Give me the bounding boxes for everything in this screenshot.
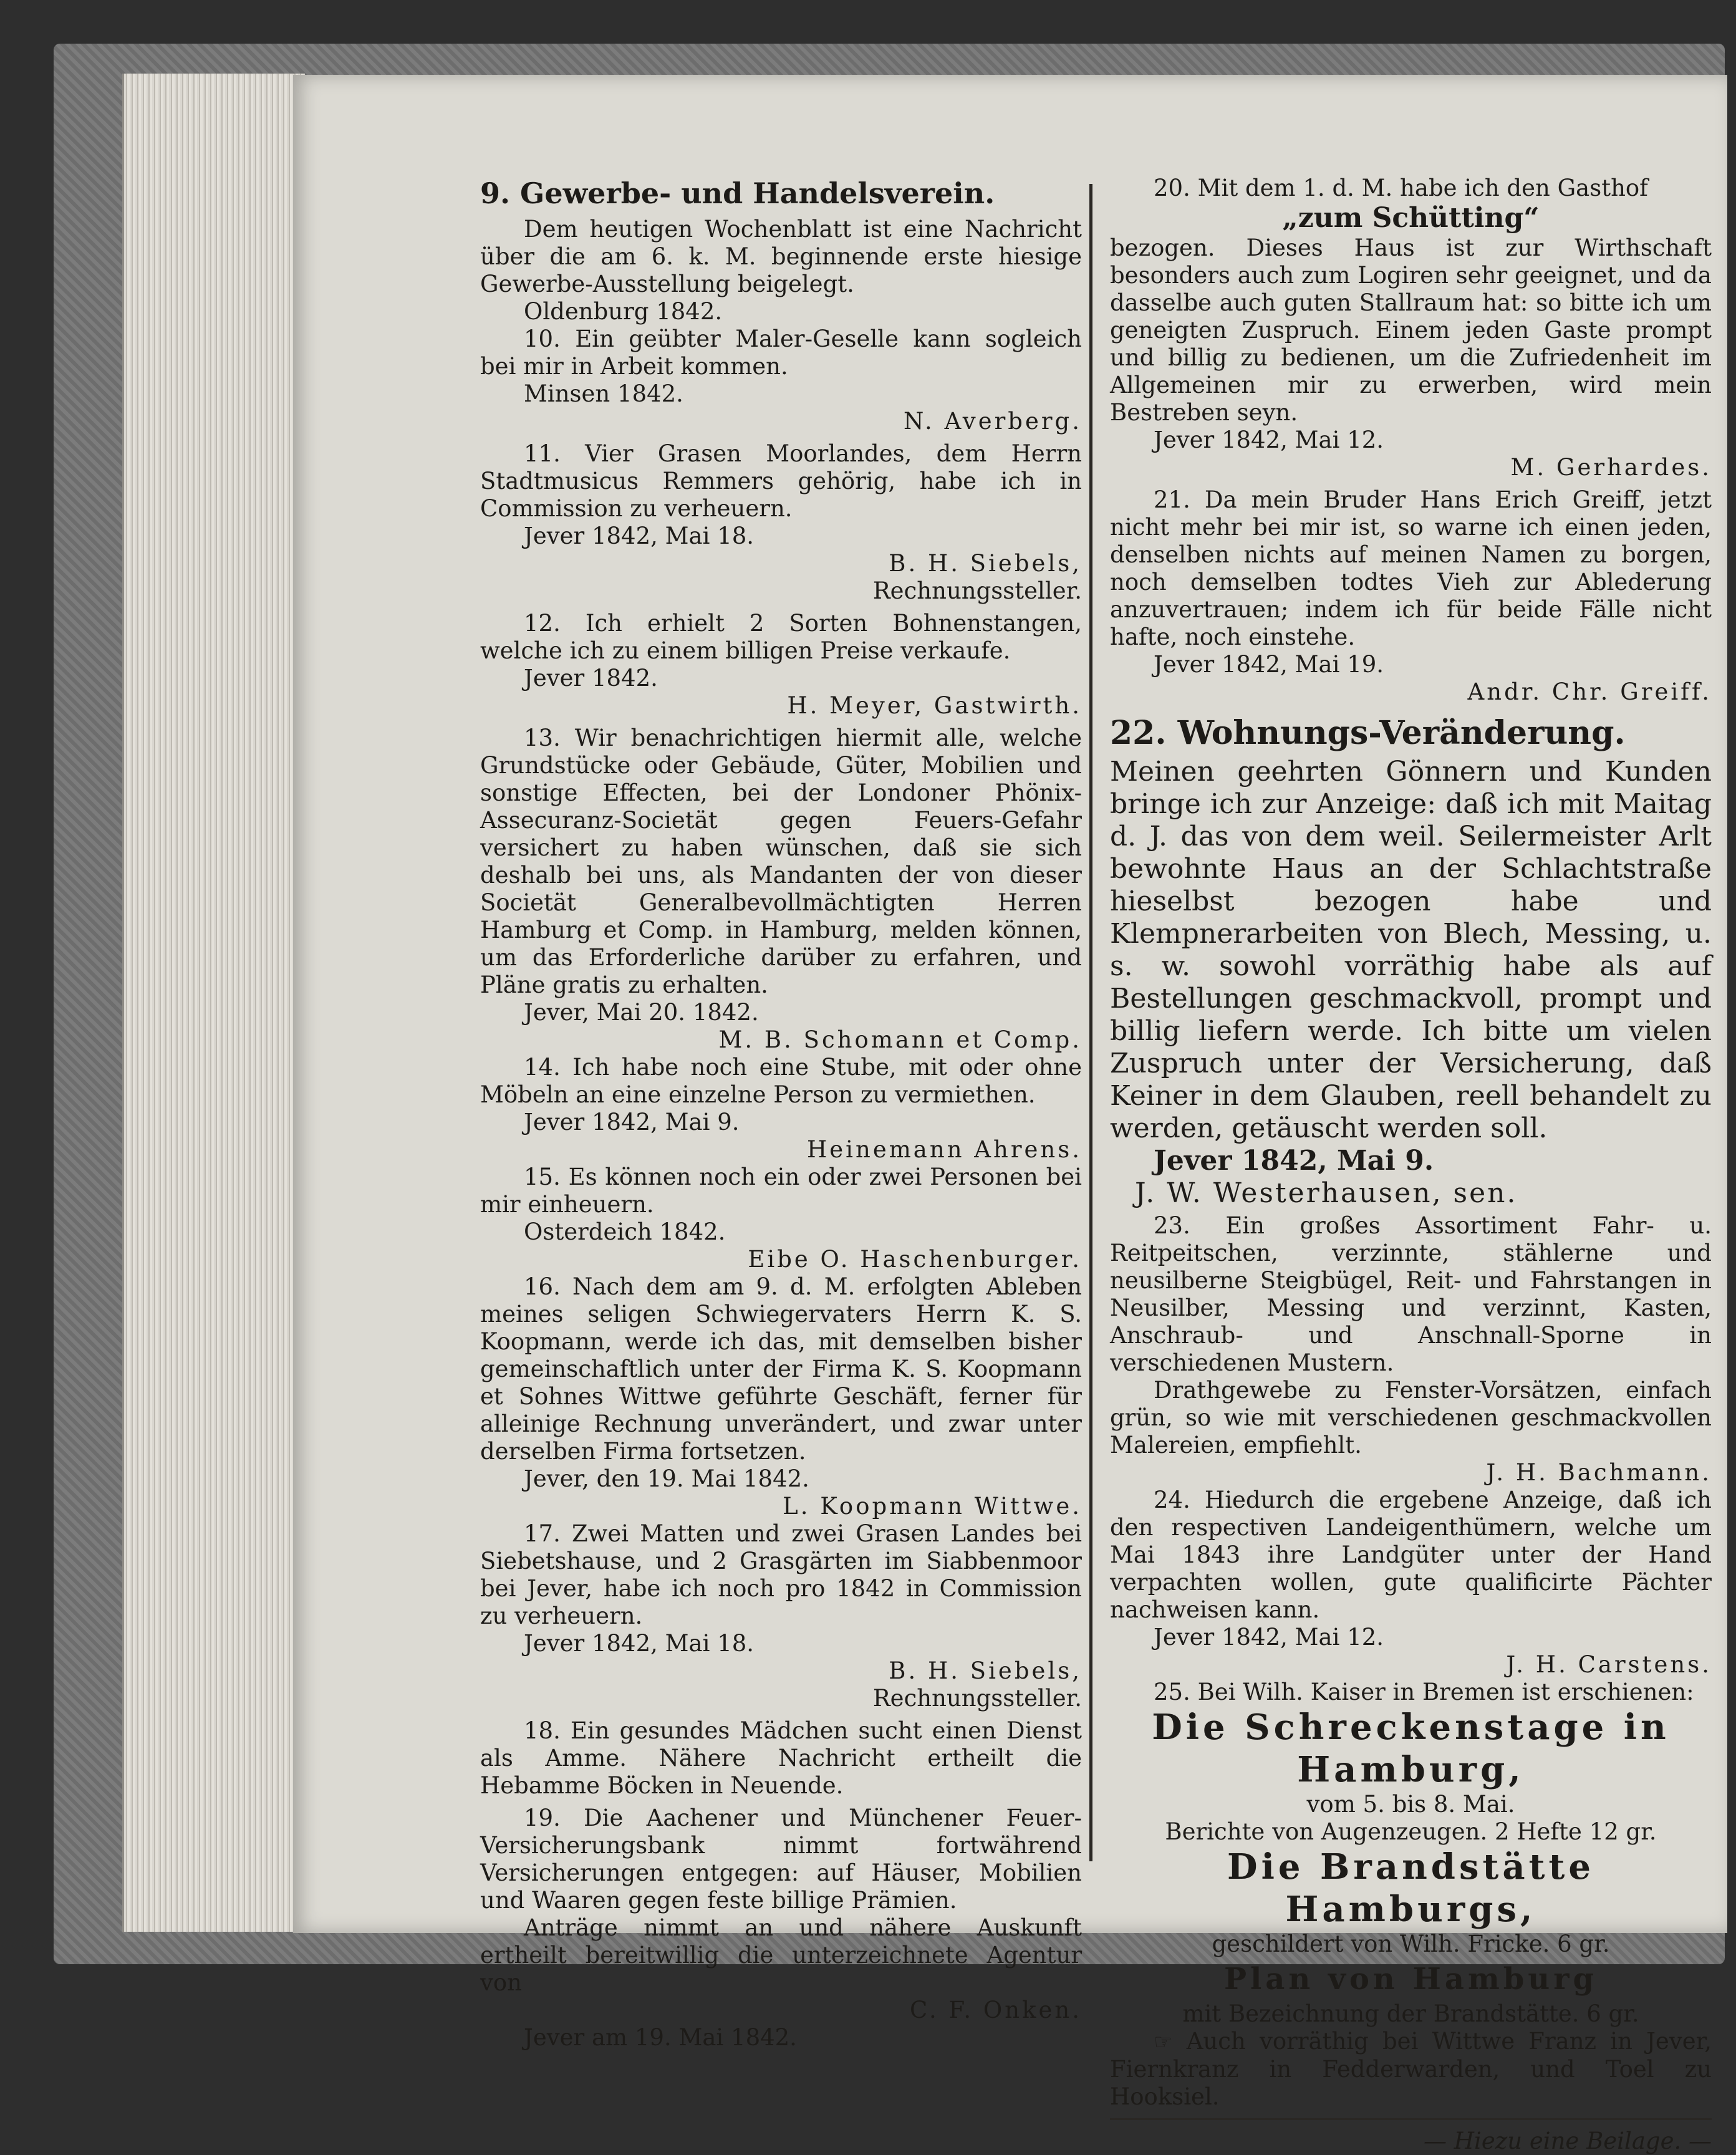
ad-text: 11. Vier Grasen Moorlandes, dem Herrn Stadtmusicus Remmers gehörig, habe ich in Commission zu verheuern. xyxy=(480,440,1082,522)
ad-item-17 xyxy=(480,1520,1082,1712)
ad-signature: Heinemann Ahrens. xyxy=(807,1136,1082,1163)
book-subtitle: vom 5. bis 8. Mai. xyxy=(1306,1791,1515,1818)
book-title: Die Schreckenstage in Hamburg, xyxy=(1152,1707,1670,1790)
ad-date: Jever, den 19. Mai 1842. xyxy=(524,1465,809,1492)
section-title: 9. Gewerbe- und Handelsverein. xyxy=(480,176,995,210)
ad-date: Jever 1842, Mai 12. xyxy=(1154,1624,1384,1651)
ad-item-23 xyxy=(1110,1212,1712,1487)
right-column xyxy=(1110,175,1712,2155)
ad-item-21 xyxy=(1110,486,1712,706)
ad-text: 16. Nach dem am 9. d. M. erfolgten Ableben meines seligen Schwiegervaters Herrn K. S. Koopmann, werde ich das, mit demselben bisher gemeinschaftlich unter der Firma K. S. Koopmann et Sohnes Wittwe geführte Geschäft, ferner für alleinige Rechnung unverändert, und zwar unter derselben Firma fortsetzen. xyxy=(480,1273,1082,1465)
ad-text: 14. Ich habe noch eine Stube, mit oder ohne Möbeln an eine einzelne Person zu vermiethen. xyxy=(480,1054,1082,1108)
ad-item-10 xyxy=(480,325,1082,435)
ad-text: 15. Es können noch ein oder zwei Personen bei mir einheuern. xyxy=(480,1164,1082,1218)
ad-text: 21. Da mein Bruder Hans Erich Greiff, jetzt nicht mehr bei mir ist, so warne ich einen jeden, denselben nichts auf meinen Namen zu borgen, noch demselben todtes Vieh zur Ablederung anzuvertrauen; indem ich für beide Fälle nicht hafte, noch einstehe. xyxy=(1110,486,1712,650)
intro-text: Dem heutigen Wochenblatt ist eine Nachricht über die am 6. k. M. beginnende erste hiesige Gewerbe-Ausstellung beigelegt. xyxy=(480,216,1082,297)
ad-signature: H. Meyer, Gastwirth. xyxy=(787,692,1082,719)
inn-name: „zum Schütting“ xyxy=(1282,202,1540,234)
ad-text: 19. Die Aachener und Münchener Feuer-Versicherungsbank nimmt fortwährend Versicherungen entgegen: auf Häuser, Mobilien und Waaren gegen feste billige Prämien. xyxy=(480,1805,1082,1914)
ad-signature: J. H. Carstens. xyxy=(1506,1651,1712,1678)
ad-date: Jever am 19. Mai 1842. xyxy=(524,2024,797,2051)
ad-signature: Andr. Chr. Greiff. xyxy=(1467,678,1712,705)
ad-text-extra: Drathgewebe zu Fenster-Vorsätzen, einfach grün, so wie mit verschiedenen geschmackvollen Malereien, empfiehlt. xyxy=(1110,1377,1712,1458)
column-divider xyxy=(1089,184,1092,1861)
intro-date: Oldenburg 1842. xyxy=(524,298,723,325)
pointing-hand-icon: ☞ xyxy=(1154,2030,1173,2055)
ad-text: 12. Ich erhielt 2 Sorten Bohnenstangen, welche ich zu einem billigen Preise verkaufe. xyxy=(480,610,1082,664)
ad-item-15 xyxy=(480,1164,1082,1273)
ad-text: 17. Zwei Matten und zwei Grasen Landes bei Siebetshause, und 2 Grasgärten im Siabbenmoor bei Jever, habe ich noch pro 1842 in Commission zu verheuern. xyxy=(480,1520,1082,1629)
ad-signature: B. H. Siebels, xyxy=(889,1657,1082,1684)
book-title: Plan von Hamburg xyxy=(1223,1962,1598,1997)
ad-date: Jever 1842, Mai 9. xyxy=(524,1109,740,1135)
book-title: Die Brandstätte Hamburgs, xyxy=(1227,1846,1594,1930)
ad-signature: J. H. Bachmann. xyxy=(1486,1459,1712,1486)
ad-text-extra: Anträge nimmt an und nähere Auskunft ertheilt bereitwillig die unterzeichnete Agentur von xyxy=(480,1914,1082,1996)
ad-text: 24. Hiedurch die ergebene Anzeige, daß ich den respectiven Landeigenthümern, welche um Mai 1843 ihre Landgüter unter der Hand verpachten wollen, gute qualificirte Pächter nachweisen kann. xyxy=(1110,1487,1712,1623)
ad-signature: Eibe O. Haschenburger. xyxy=(748,1246,1082,1273)
ad-signature: N. Averberg. xyxy=(904,408,1082,435)
book-info: Berichte von Augenzeugen. 2 Hefte 12 gr. xyxy=(1165,1818,1657,1845)
ad-item-25 xyxy=(1110,1679,1712,2155)
ad-text: Meinen geehrten Gönnern und Kunden bringe ich zur Anzeige: daß ich mit Maitag d. J. das von dem weil. Seilermeister Arlt bewohnte Haus an der Schlachtstraße hieselbst bezogen habe und Klempnerarbeiten von Blech, Messing, u. s. w. sowohl vorräthig habe als auf Bestellungen geschmackvoll, prompt und billig liefern werde. Ich bitte um vielen Zuspruch unter der Versicherung, daß Keiner in dem Glauben, reell behandelt zu werden, getäuscht werden soll. xyxy=(1110,756,1712,1144)
ad-signature: M. B. Schomann et Comp. xyxy=(718,1026,1082,1053)
ad-text: 25. Bei Wilh. Kaiser in Bremen ist erschienen: xyxy=(1154,1679,1694,1705)
ad-item-18 xyxy=(480,1717,1082,1800)
ad-item-14 xyxy=(480,1054,1082,1164)
ad-item-22 xyxy=(1110,715,1712,1210)
supplement-note: — Hiezu eine Beilage. — xyxy=(1424,2128,1712,2154)
availability-text: Auch vorräthig bei Wittwe Franz in Jever, Fiernkranz in Fedderwarden, und Toel zu Hooksiel. xyxy=(1110,2028,1712,2110)
ad-signature: J. W. Westerhausen, sen. xyxy=(1135,1177,1518,1209)
ad-signature-title: Rechnungssteller. xyxy=(872,1685,1082,1712)
ad-date: Jever 1842. xyxy=(524,665,658,692)
newspaper-page xyxy=(293,75,1727,2154)
availability-note xyxy=(1110,2028,1712,2111)
ad-signature: C. F. Onken. xyxy=(909,1997,1082,2023)
ad-signature: L. Koopmann Wittwe. xyxy=(783,1493,1082,1520)
ad-signature-title: Rechnungssteller. xyxy=(872,577,1082,604)
book-info: mit Bezeichnung der Brandstätte. 6 gr. xyxy=(1182,2000,1639,2027)
ad-item-19 xyxy=(480,1805,1082,2051)
book-info: geschildert von Wilh. Fricke. 6 gr. xyxy=(1212,1931,1610,1957)
ad-text: 18. Ein gesundes Mädchen sucht einen Dienst als Amme. Nähere Nachricht ertheilt die Hebamme Böcken in Neuende. xyxy=(480,1717,1082,1799)
ad-date: Jever 1842, Mai 19. xyxy=(1154,651,1384,678)
ad-item-24 xyxy=(1110,1487,1712,1679)
ad-date: Jever 1842, Mai 12. xyxy=(1154,427,1384,453)
ad-signature: B. H. Siebels, xyxy=(889,550,1082,577)
relocation-title: 22. Wohnungs-Veränderung. xyxy=(1110,714,1626,752)
ad-text: 20. Mit dem 1. d. M. habe ich den Gasthof xyxy=(1154,175,1648,201)
ad-date: Jever 1842, Mai 18. xyxy=(524,1630,755,1657)
ad-date: Jever, Mai 20. 1842. xyxy=(524,999,759,1026)
ad-text: 10. Ein geübter Maler-Geselle kann sogleich bei mir in Arbeit kommen. xyxy=(480,325,1082,380)
ad-item-11 xyxy=(480,440,1082,605)
ad-date: Jever 1842, Mai 9. xyxy=(1154,1145,1434,1177)
ad-date: Jever 1842, Mai 18. xyxy=(524,523,755,549)
ad-text-cont: bezogen. Dieses Haus ist zur Wirthschaft besonders auch zum Logiren sehr geeignet, und da dasselbe auch guten Stallraum hat: so bitte ich um geneigten Zuspruch. Einem jeden Gaste prompt und billig zu bedienen, um die Zufriedenheit im Allgemeinen mir zu erwerben, wird mein Bestreben seyn. xyxy=(1110,234,1712,426)
ad-text: 13. Wir benachrichtigen hiermit alle, welche Grundstücke oder Gebäude, Güter, Mobilien und sonstige Effecten, bei der Londoner Phönix-Assecuranz-Societät gegen Feuers-Gefahr versichert zu haben wünschen, daß sie sich deshalb bei uns, als Mandanten der von dieser Societät Generalbevollmächtigten Herren Hamburg et Comp. in Hamburg, melden können, um das Erforderliche darüber zu erfahren, und Pläne gratis zu erhalten. xyxy=(480,725,1082,998)
ad-date: Osterdeich 1842. xyxy=(524,1218,726,1245)
ad-date: Minsen 1842. xyxy=(524,380,683,407)
page-edges xyxy=(122,74,305,1932)
ad-item-16 xyxy=(480,1273,1082,1520)
left-column xyxy=(480,175,1082,2051)
ad-item-13 xyxy=(480,725,1082,1054)
ad-item-12 xyxy=(480,610,1082,720)
ad-signature: M. Gerhardes. xyxy=(1510,454,1712,481)
footer-rule xyxy=(1110,2118,1712,2120)
ad-text: 23. Ein großes Assortiment Fahr- u. Reitpeitschen, verzinnte, stählerne und neusilberne Steigbügel, Reit- und Fahrstangen in Neusilber, Messing und verzinnt, Kasten, Anschraub- und Anschnall-Sporne in verschiedenen Mustern. xyxy=(1110,1212,1712,1376)
ad-item-20 xyxy=(1110,175,1712,481)
